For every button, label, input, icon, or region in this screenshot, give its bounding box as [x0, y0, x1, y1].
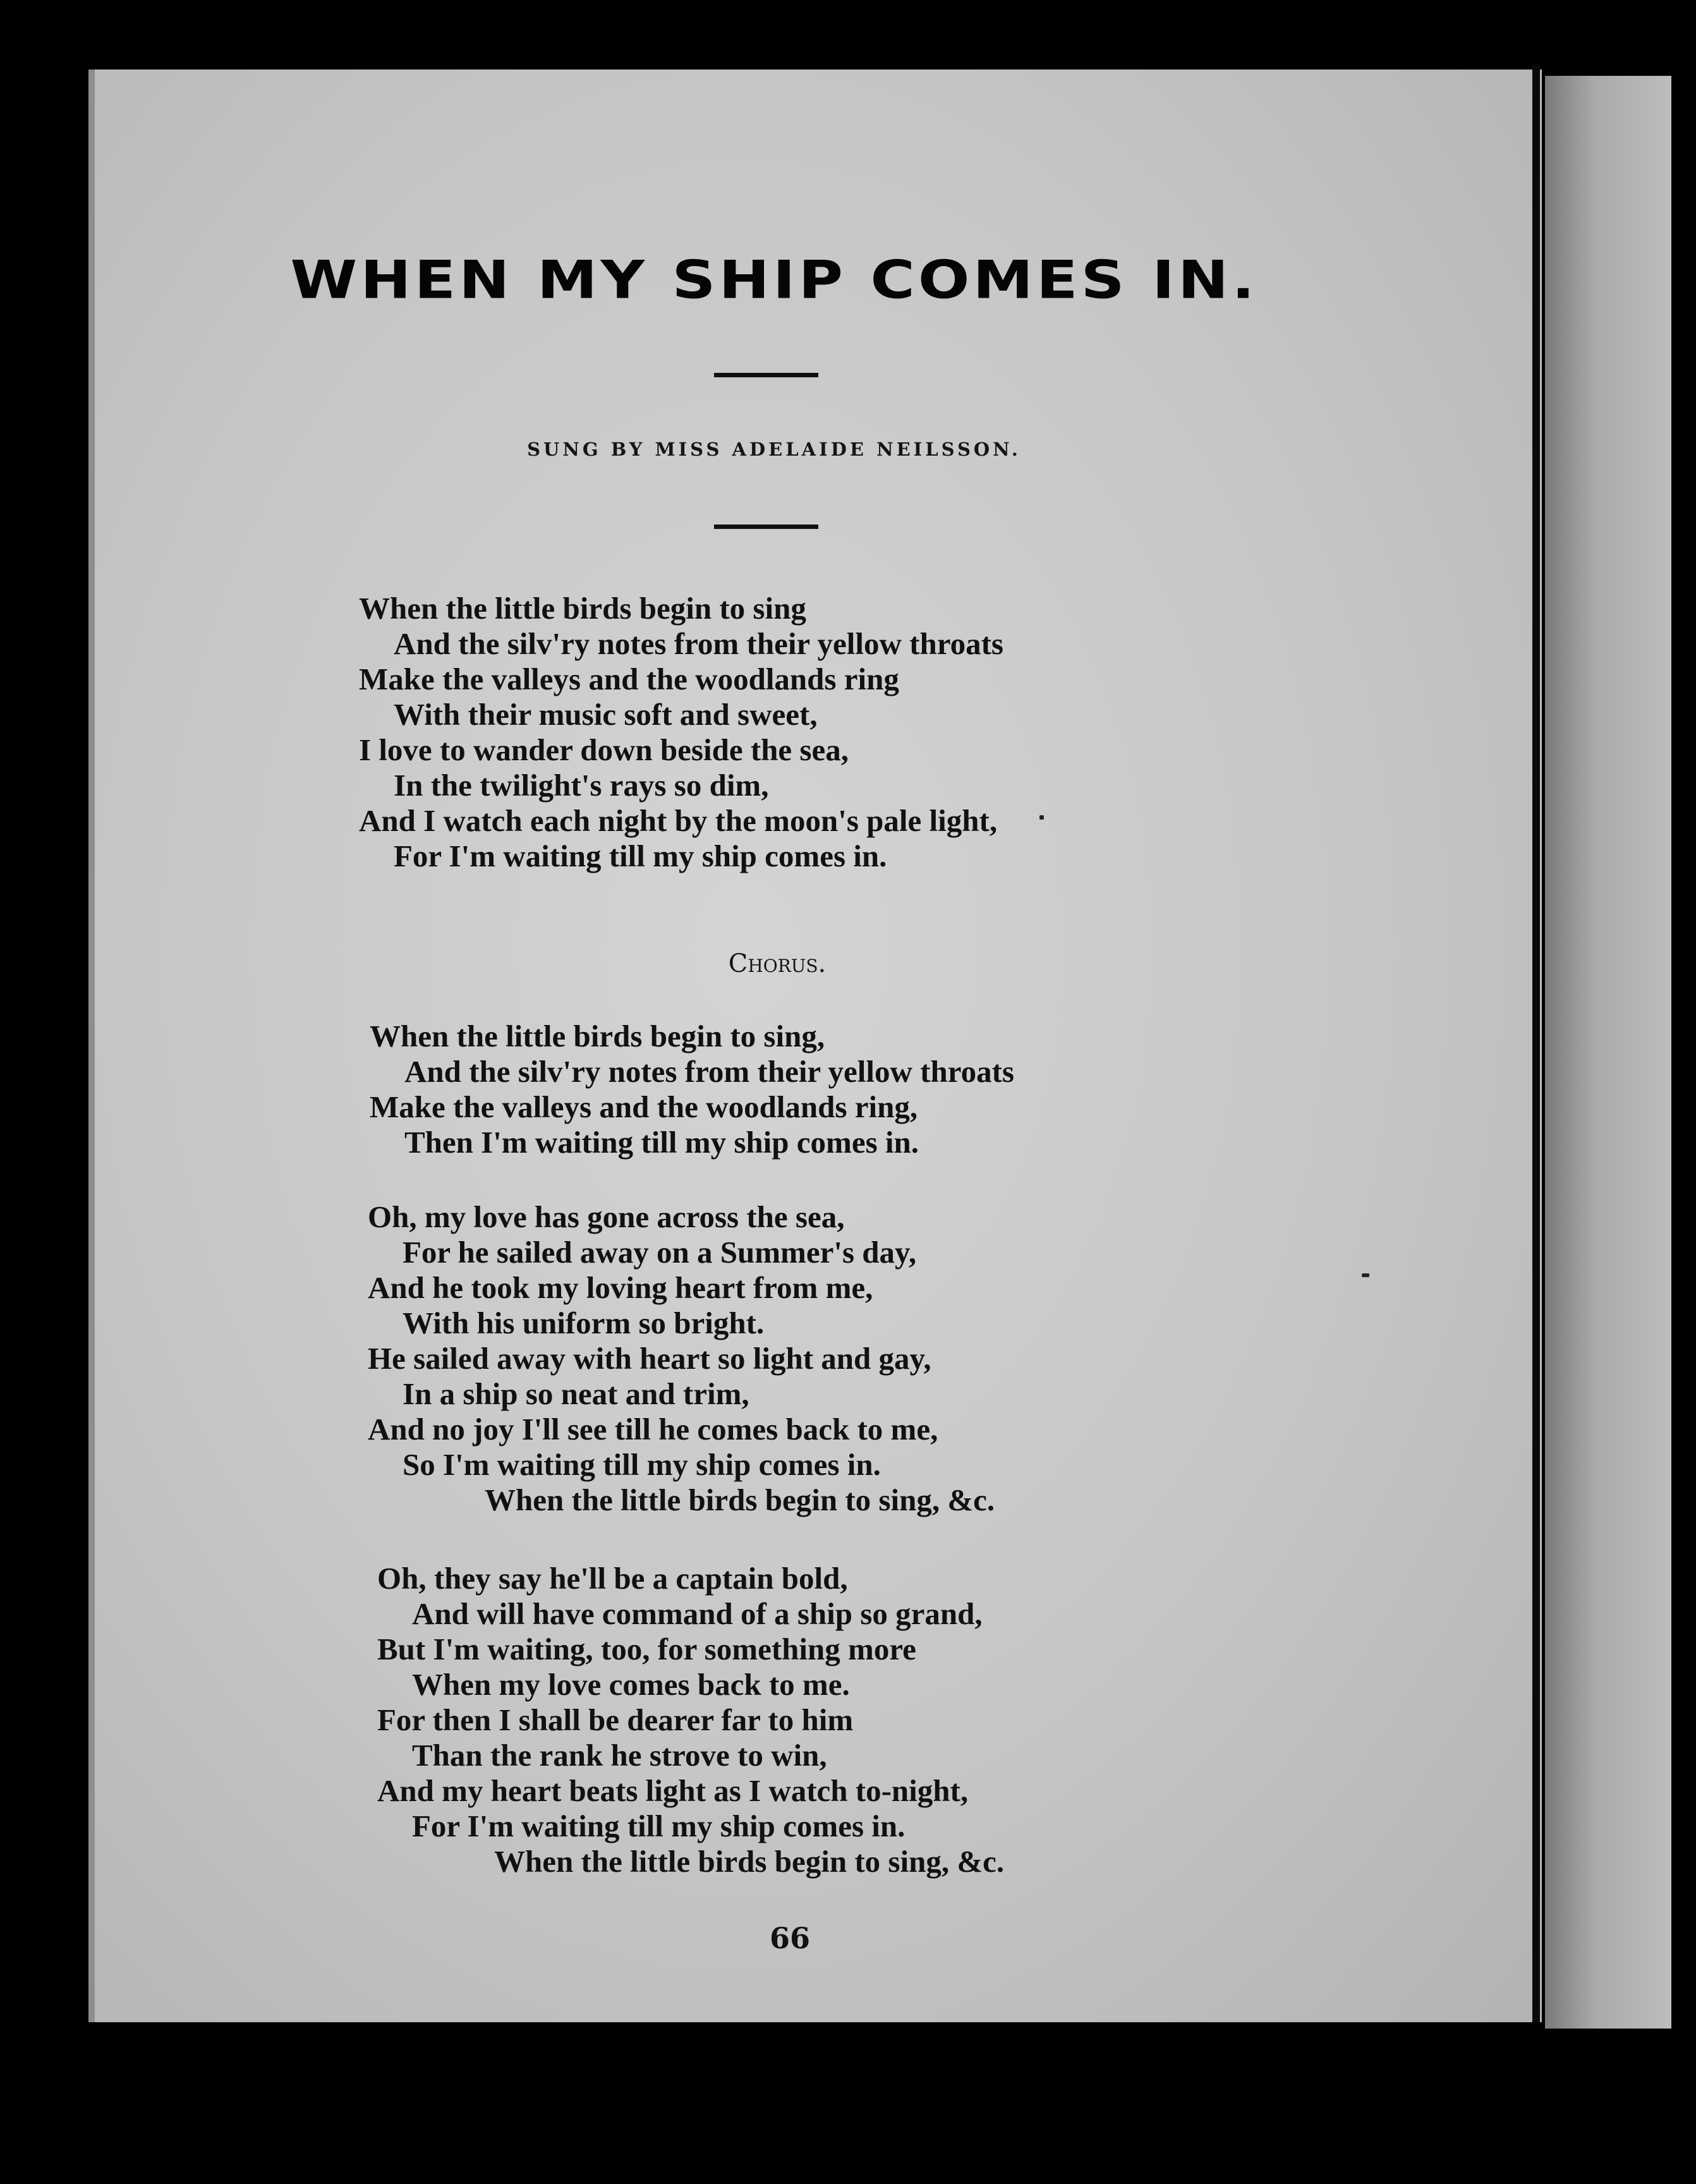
verse-line: For I'm waiting till my ship comes in. — [412, 1809, 906, 1843]
verse-line: When my love comes back to me. — [412, 1667, 850, 1702]
verse-line: Make the valleys and the woodlands ring — [359, 662, 899, 696]
ink-speck — [1039, 815, 1044, 820]
verse-line: For he sailed away on a Summer's day, — [403, 1235, 917, 1270]
refrain-cue: When the little birds begin to sing, &c. — [485, 1483, 995, 1517]
chorus-line: Make the valleys and the woodlands ring, — [370, 1089, 918, 1124]
verse-line: And my heart beats light as I watch to-night, — [377, 1773, 969, 1808]
credit-rule — [714, 525, 818, 529]
verse-line: And I watch each night by the moon's pale light, — [359, 803, 998, 838]
verse-line: So I'm waiting till my ship comes in. — [403, 1447, 881, 1482]
verse-2 — [368, 1199, 995, 1518]
verse-line: With his uniform so bright. — [403, 1306, 765, 1340]
chorus-line: And the silv'ry notes from their yellow throats — [404, 1054, 1014, 1089]
chorus — [370, 1019, 1014, 1160]
verse-line: When the little birds begin to sing — [359, 591, 806, 626]
verse-line: And the silv'ry notes from their yellow throats — [394, 626, 1003, 661]
right-page-edge — [1545, 76, 1671, 2029]
chorus-line: When the little birds begin to sing, — [370, 1019, 825, 1053]
title-rule — [714, 373, 818, 377]
verse-1 — [359, 591, 1003, 874]
song-title: WHEN MY SHIP COMES IN. — [290, 250, 1258, 311]
verse-line: I love to wander down beside the sea, — [359, 732, 849, 767]
verse-line: And will have command of a ship so grand, — [412, 1596, 983, 1631]
chorus-line: Then I'm waiting till my ship comes in. — [404, 1125, 919, 1160]
verse-line: In the twilight's rays so dim, — [394, 768, 769, 803]
verse-3 — [377, 1561, 1004, 1879]
verse-line: He sailed away with heart so light and gay, — [368, 1341, 931, 1376]
refrain-cue: When the little birds begin to sing, &c. — [494, 1844, 1005, 1879]
verse-line: But I'm waiting, too, for something more — [377, 1632, 916, 1666]
verse-line: Oh, they say he'll be a captain bold, — [377, 1561, 848, 1596]
page-number: 66 — [769, 1921, 810, 1955]
verse-line: For I'm waiting till my ship comes in. — [394, 839, 887, 873]
ink-speck — [1362, 1273, 1369, 1277]
verse-line: And he took my loving heart from me, — [368, 1270, 873, 1305]
verse-line: For then I shall be dearer far to him — [377, 1702, 854, 1737]
verse-line: And no joy I'll see till he comes back to me, — [368, 1412, 938, 1447]
verse-line: Than the rank he strove to win, — [412, 1738, 827, 1773]
chorus-heading: Chorus. — [728, 949, 827, 978]
book-gutter — [1532, 63, 1540, 2022]
song-credit: SUNG BY MISS ADELAIDE NEILSSON. — [527, 439, 1021, 460]
verse-line: In a ship so neat and trim, — [403, 1376, 749, 1411]
verse-line: With their music soft and sweet, — [394, 697, 818, 732]
verse-line: Oh, my love has gone across the sea, — [368, 1199, 845, 1234]
